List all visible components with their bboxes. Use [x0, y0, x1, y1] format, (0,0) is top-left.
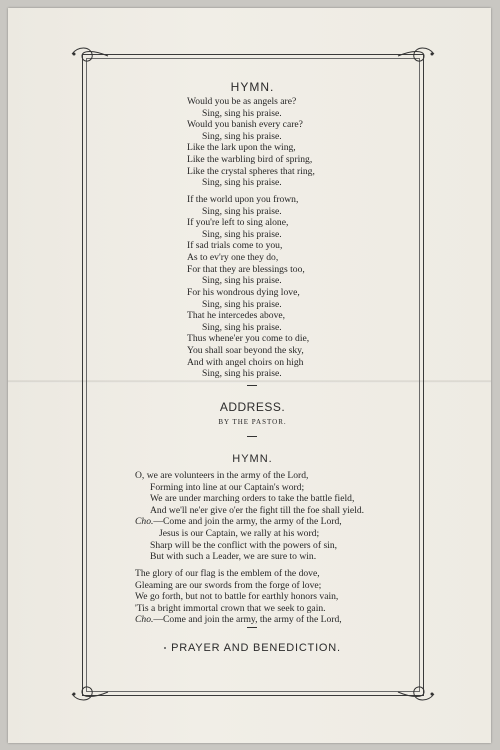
hymn-1-stanza-1	[187, 96, 315, 189]
verse-line: Forming into line at our Captain's word;	[150, 481, 305, 493]
verse-line: Like the crystal spheres that ring,	[187, 165, 315, 177]
verse-line: Would you be as angels are?	[187, 96, 297, 107]
section-divider	[247, 627, 257, 628]
corner-flourish-icon	[70, 680, 110, 704]
verse-line: We go forth, but not to battle for earthly honors vain,	[135, 591, 339, 603]
verse-line: O, we are volunteers in the army of the Lord,	[135, 470, 309, 481]
chorus-label: Cho.	[135, 516, 154, 528]
verse-line: And we'll ne'er give o'er the fight till the foe shall yield.	[150, 504, 365, 516]
corner-flourish-icon	[70, 44, 110, 68]
chorus-text: —Come and join the army, the army of the Lord,	[153, 516, 342, 528]
refrain-line: Sing, sing his praise.	[202, 298, 282, 310]
refrain-line: Sing, sing his praise.	[202, 321, 282, 333]
hymn-1-stanza-2	[187, 194, 305, 287]
closing-title	[95, 642, 410, 654]
verse-line: You shall soar beyond the sky,	[187, 344, 304, 356]
verse-line: Thus whene'er you come to die,	[187, 333, 310, 345]
section-divider	[247, 436, 257, 437]
hymn-1-title: HYMN.	[230, 80, 275, 94]
verse-line: As to ev'ry one they do,	[187, 251, 279, 263]
refrain-line: Sing, sing his praise.	[202, 275, 282, 287]
refrain-line: Sing, sing his praise.	[202, 130, 282, 142]
chorus-line: Jesus is our Captain, we rally at his word;	[159, 527, 320, 539]
verse-line: Like the lark upon the wing,	[187, 142, 296, 154]
section-divider	[247, 385, 257, 386]
verse-line: Would you banish every care?	[187, 119, 303, 131]
hymn-1-stanza-3	[187, 287, 309, 380]
chorus-line: Sharp will be the conflict with the powers of sin,	[150, 539, 338, 551]
refrain-line: Sing, sing his praise.	[202, 228, 282, 240]
hymn-2-stanza-1	[135, 470, 364, 563]
verse-line: 'Tis a bright immortal crown that we seek to gain.	[135, 602, 326, 614]
refrain-line: Sing, sing his praise.	[202, 205, 282, 217]
refrain-line: Sing, sing his praise.	[202, 368, 282, 380]
verse-line: Gleaming are our swords from the forge of love;	[135, 579, 322, 591]
verse-line: Like the warbling bird of spring,	[187, 153, 313, 165]
chorus-label: Cho.	[135, 614, 154, 626]
verse-line: For his wondrous dying love,	[187, 287, 300, 298]
verse-line: If the world upon you frown,	[187, 194, 299, 205]
verse-line: That he intercedes above,	[187, 310, 286, 322]
chorus-line	[135, 614, 342, 626]
corner-flourish-icon	[396, 44, 436, 68]
refrain-line: Sing, sing his praise.	[202, 107, 282, 119]
bullet-dot-icon	[164, 647, 166, 649]
verse-line: The glory of our flag is the emblem of the dove,	[135, 568, 320, 579]
verse-line: For that they are blessings too,	[187, 263, 305, 275]
program-content	[95, 68, 410, 663]
verse-line: And with angel choirs on high	[187, 356, 304, 368]
address-byline: BY THE PASTOR.	[218, 418, 287, 426]
verse-line: We are under marching orders to take the battle field,	[150, 493, 355, 505]
address-title: ADDRESS.	[219, 400, 286, 414]
refrain-line: Sing, sing his praise.	[202, 177, 282, 189]
hymn-2-title: HYMN.	[232, 453, 273, 465]
hymn-2-stanza-2	[135, 568, 342, 626]
verse-line: If sad trials come to you,	[187, 240, 283, 252]
chorus-text: —Come and join the army, the army of the Lord,	[153, 614, 342, 626]
verse-line: If you're left to sing alone,	[187, 217, 289, 229]
chorus-line: But with such a Leader, we are sure to win.	[150, 551, 317, 563]
chorus-line	[135, 516, 364, 528]
corner-flourish-icon	[396, 680, 436, 704]
closing-title-text: PRAYER AND BENEDICTION.	[171, 642, 341, 654]
